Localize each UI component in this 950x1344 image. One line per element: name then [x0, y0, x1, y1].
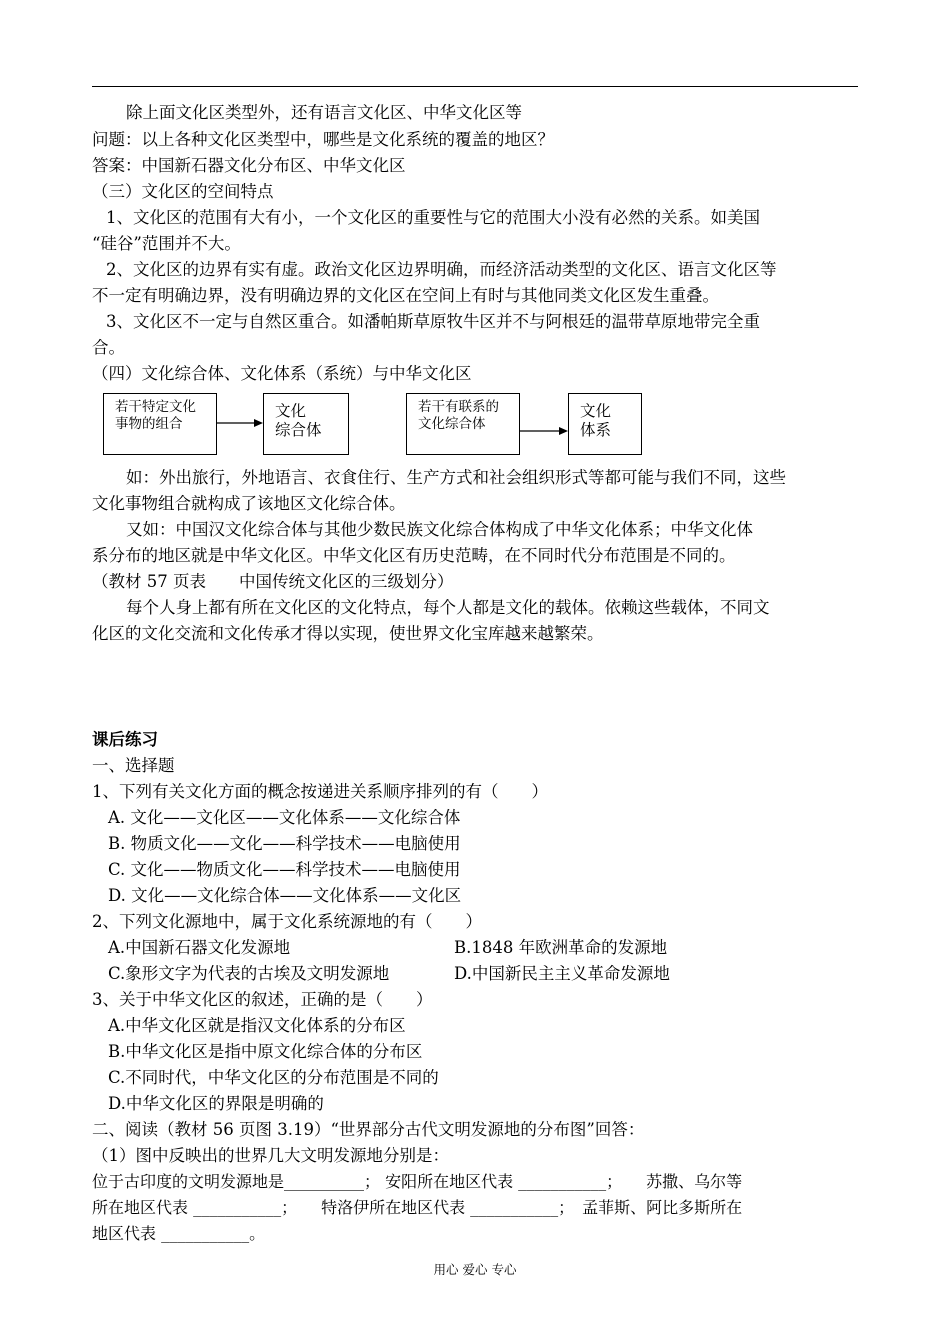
text-line: 不一定有明确边界，没有明确边界的文化区在空间上有时与其他同类文化区发生重叠。 [92, 286, 719, 305]
option-c: C. 文化——物质文化——科学技术——电脑使用 [108, 860, 461, 879]
option-d: D.中国新民主主义革命发源地 [454, 964, 670, 983]
text-line: 系分布的地区就是中华文化区。中华文化区有历史范畴，在不同时代分布范围是不同的。 [92, 546, 736, 565]
text-line: 3、文化区不一定与自然区重合。如潘帕斯草原牧牛区并不与阿根廷的温带草原地带完全重 [106, 312, 760, 331]
text-line: 如：外出旅行，外地语言、衣食住行、生产方式和社会组织形式等都可能与我们不同，这些 [126, 468, 786, 487]
page-footer: 用心 爱心 专心 [433, 1262, 517, 1277]
option-b: B. 物质文化——文化——科学技术——电脑使用 [108, 834, 461, 853]
diagram-box-label: 若干特定文化 事物的组合 [115, 399, 196, 432]
text-line: 又如：中国汉文化综合体与其他少数民族文化综合体构成了中华文化体系；中华文化体 [126, 520, 753, 539]
option-a: A.中华文化区就是指汉文化体系的分布区 [108, 1016, 406, 1035]
question-3: 3、关于中华文化区的叙述，正确的是（ ） [92, 990, 433, 1009]
option-c: C.不同时代，中华文化区的分布范围是不同的 [108, 1068, 439, 1087]
text-line: 除上面文化区类型外，还有语言文化区、中华文化区等 [126, 103, 522, 122]
exercise-heading: 课后练习 [92, 730, 158, 749]
text-line: 化区的文化交流和文化传承才得以实现，使世界文化宝库越来越繁荣。 [92, 624, 604, 643]
arrow-right-icon [520, 427, 568, 435]
sub-question: （1）图中反映出的世界几大文明发源地分别是： [92, 1146, 449, 1165]
question-1: 1、下列有关文化方面的概念按递进关系顺序排列的有（ ） [92, 782, 548, 801]
fill-blank-line: 所在地区代表 ___________； 特洛伊所在地区代表 ___________； 孟菲斯、阿比多斯所在 [92, 1198, 743, 1217]
answer-line: 答案：中国新石器文化分布区、中华文化区 [92, 156, 406, 175]
section-heading: 二、阅读（教材 56 页图 3.19）“世界部分古代文明发源地的分布图”回答： [92, 1120, 645, 1139]
section-heading: （三）文化区的空间特点 [92, 182, 274, 201]
text-line: “硅谷”范围并不大。 [92, 234, 241, 253]
option-d: D. 文化——文化综合体——文化体系——文化区 [108, 886, 462, 905]
text-line: 每个人身上都有所在文化区的文化特点，每个人都是文化的载体。依赖这些载体，不同文 [126, 598, 770, 617]
option-c: C.象形文字为代表的古埃及文明发源地 [108, 964, 390, 983]
diagram-box-label: 文化 体系 [580, 402, 612, 439]
fill-blank-line: 地区代表 ___________。 [92, 1224, 266, 1243]
question-2: 2、下列文化源地中，属于文化系统源地的有（ ） [92, 912, 482, 931]
diagram-box-label: 文化 综合体 [275, 402, 322, 439]
text-line: 1、文化区的范围有大有小，一个文化区的重要性与它的范围大小没有必然的关系。如美国 [106, 208, 760, 227]
option-a: A. 文化——文化区——文化体系——文化综合体 [108, 808, 461, 827]
diagram-box-label: 若干有联系的 文化综合体 [418, 399, 499, 432]
fill-blank-line: 位于古印度的文明发源地是__________； 安阳所在地区代表 ___________； 苏撒、乌尔等 [92, 1172, 743, 1191]
option-d: D.中华文化区的界限是明确的 [108, 1094, 324, 1113]
text-line: 2、文化区的边界有实有虚。政治文化区边界明确，而经济活动类型的文化区、语言文化区等 [106, 260, 777, 279]
section-heading: 一、选择题 [92, 756, 175, 775]
option-a: A.中国新石器文化发源地 [108, 938, 291, 957]
arrow-right-icon [217, 419, 263, 427]
text-line: 文化事物组合就构成了该地区文化综合体。 [92, 494, 406, 513]
option-b: B.1848 年欧洲革命的发源地 [454, 938, 668, 957]
textbook-reference: （教材 57 页表 中国传统文化区的三级划分） [92, 572, 454, 591]
section-heading: （四）文化综合体、文化体系（系统）与中华文化区 [92, 364, 472, 383]
text-line: 合。 [92, 338, 125, 357]
option-b: B.中华文化区是指中原文化综合体的分布区 [108, 1042, 423, 1061]
question-line: 问题：以上各种文化区类型中，哪些是文化系统的覆盖的地区？ [92, 130, 554, 149]
